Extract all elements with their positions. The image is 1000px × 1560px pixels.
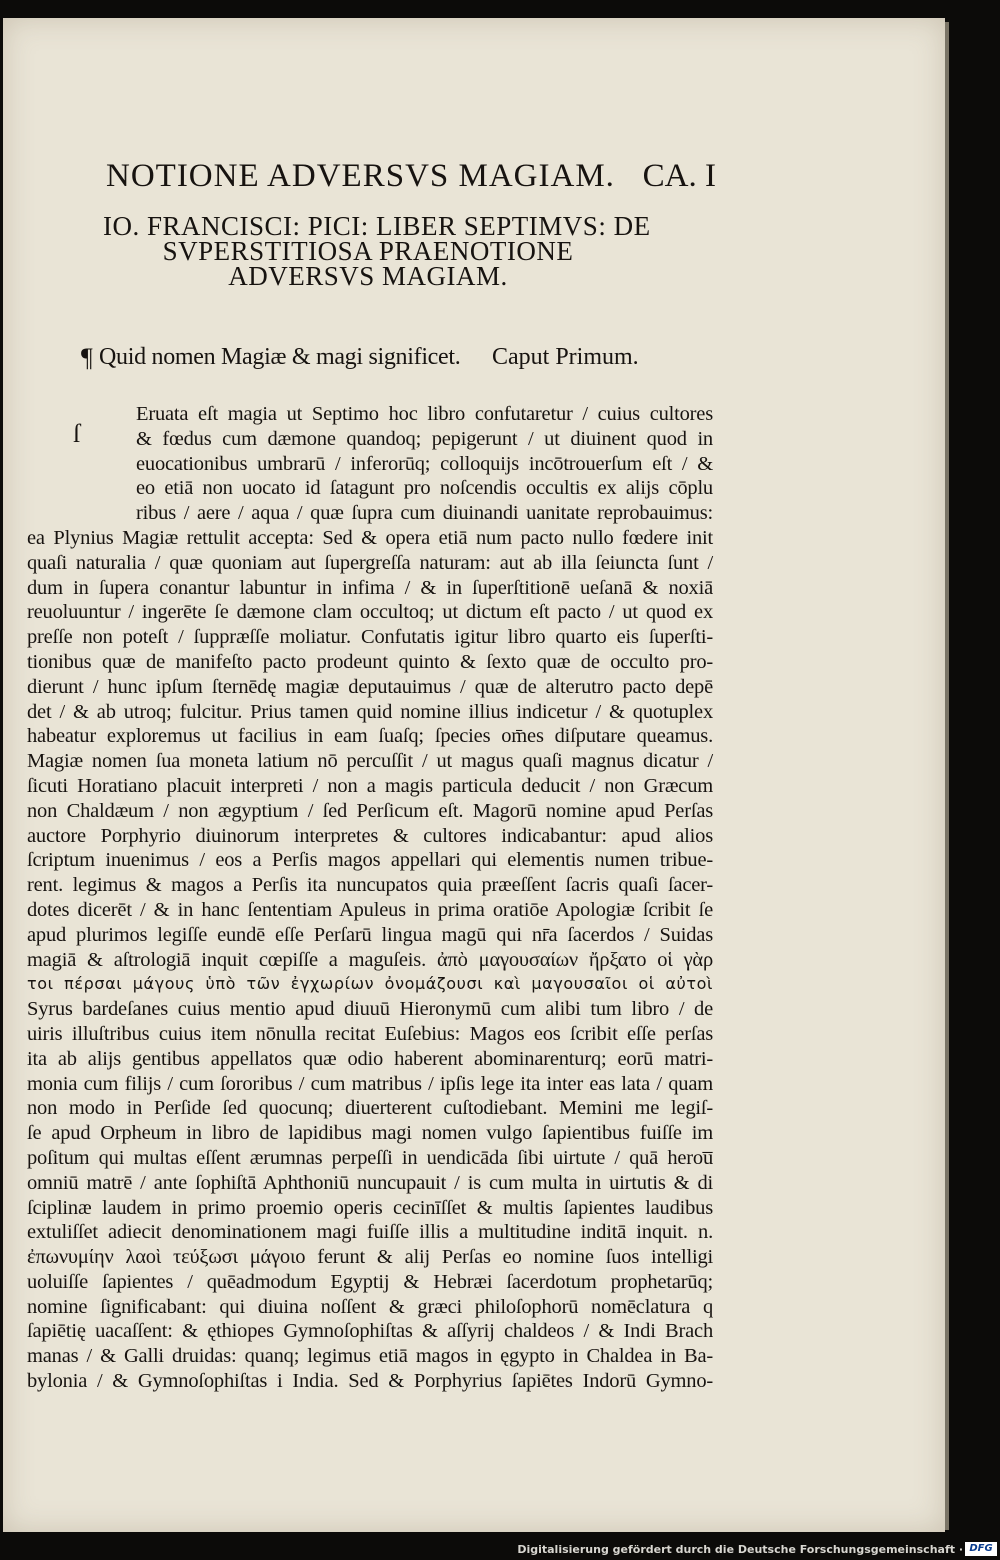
funding-credit: Digitalisierung gefördert durch die Deutsche Forschungsgemeinschaft ·: [517, 1543, 963, 1556]
text-line: dum in ſupera conantur labuntur in infima / & in ſuperſtitionē ueſanā & noxiā: [27, 576, 713, 599]
text-line: ſapiētię uacaſſent: & ęthiopes Gymnoſophiſtas & aſſyrij chaldeos / & Indi Brach: [27, 1320, 713, 1343]
text-line: ſicuti Horatiano placuit interpreti / non a magis particula deducit / non Græcum: [27, 774, 713, 797]
text-line: magiā & aſtrologiā inquit cœpiſſe a maguſeis. ἀπὸ μαγουσαίων ἤρξατο οἱ γὰρ: [27, 948, 713, 971]
text-line: monia cum filijs / cum ſororibus / cum matribus / ipſis lege ita inter eas lata / quam: [27, 1072, 713, 1095]
text-line: tionibus quæ de manifeſto pacto prodeunt quinto & ſexto quæ de occulto pro-: [27, 650, 713, 673]
pilcrow-mark: ¶: [81, 343, 93, 372]
text-line: bylonia / & Gymnoſophiſtas i India. Sed & Porphyrius ſapiētes Indorū Gymno-: [27, 1370, 713, 1393]
text-line: ea Plynius Magiæ rettulit accepta: Sed & opera etiā num pacto nullo fœdere init: [27, 526, 713, 549]
text-line: uoluiſſe ſapientes / quēadmodum Egyptij & Hebræi ſacerdotum prophetarūq;: [27, 1270, 713, 1293]
book-title-line: IO. FRANCISCI: PICI: LIBER SEPTIMVS: DE: [103, 211, 651, 241]
chapter-heading: [81, 343, 721, 377]
chapter-heading-text: Quid nomen Magiæ & magi significet.: [99, 344, 461, 370]
text-line: ſe apud Orpheum in libro de lapidibus magi nomen vulgo ſapientibus fuiſſe im: [27, 1122, 713, 1145]
text-line: apud plurimos legiſſe eundē eſſe Perſarū lingua magū qui nr̄a ſacerdos / Suidas: [27, 923, 713, 946]
text-line: auctore Porphyrio diuinorum interpretes & cultores indicabantur: apud alios: [27, 824, 713, 847]
marginal-initial-guide: ſ: [73, 419, 81, 448]
text-line: Eruata eſt magia ut Septimo hoc libro confutaretur / cuius cultores: [136, 403, 713, 425]
page-edge: [945, 22, 949, 1530]
text-line: reuoluuntur / ingerēte ſe dæmone clam occultoq; ut dictum eſt pacto / ut quod ex: [27, 601, 713, 624]
text-line: euocationibus umbrarū / inferorūq; colloquijs incōtrouerſum eſt / &: [136, 452, 713, 475]
text-line: nomine ſignificabant: qui diuina noſſent & græci philoſophorū nomēclatura q: [27, 1295, 713, 1318]
text-line: uiris illuſtribus cuius item nōnulla recitat Euſebius: Magos eos ſcribit eſſe perſas: [27, 1022, 713, 1045]
text-line: extuliſſet adiecit denominationem magi fuiſſe illis a multitudine inditā inquit. n.: [27, 1221, 713, 1244]
book-title-line: ADVERSVS MAGIAM.: [228, 261, 508, 291]
book-page: [3, 18, 945, 1532]
text-line: manas / & Galli druidas: quanq; legimus etiā magos in ęgypto in Chaldea in Ba-: [27, 1345, 713, 1368]
text-line: & fœdus cum dæmone quandoq; pepigerunt / ut diuinent quod in: [136, 427, 713, 450]
text-line: ſciplinæ laudem in primo proemio operis cecinīſſet & multis ſapientes laudibus: [27, 1196, 713, 1219]
text-line: non modo in Perſide ſed quocunq; diuerterent cuſtodiebant. Memini me legiſ-: [27, 1097, 713, 1120]
text-line: ribus / aere / aqua / quæ ſupra cum diuinandi uanitate reprobauimus:: [136, 502, 713, 525]
text-line: non Chaldæum / non ægyptium / ſed Perſicum eſt. Magorū nomine apud Perſas: [27, 799, 713, 822]
dfg-logo-icon: DFG: [965, 1542, 997, 1556]
text-line: ſcriptum inuenimus / eos a Perſis magos appellari qui elementis numen tribue-: [27, 849, 713, 872]
text-line: eo etiā non uocato id ſatagunt pro noſcendis occultis ex alijs cōplu: [136, 477, 713, 500]
chapter-reference: CA. I: [642, 158, 716, 194]
text-line: det / & ab utroq; fulcitur. Prius tamen quid nomine illius indicetur / & quotuplex: [27, 700, 713, 723]
text-line-greek: τοι πέρσαι μάγους ὑπὸ τῶν ἐγχωρίων ὀνομάζουσι καὶ μαγουσαῖοι οἱ αὐτοὶ: [27, 974, 713, 994]
text-line: Syrus bardeſanes cuius mentio apud diuuū Hieronymū cum alibi tum libro / de: [27, 998, 713, 1021]
text-line: Magiæ nomen ſua moneta latium nō percuſſit / ut magus quaſi magnus dicatur /: [27, 750, 713, 773]
text-line: poſitum qui multas eſſent ærumnas perpeſſi in uendicāda ſibi uirtute / quā herou̅: [27, 1146, 713, 1169]
running-title: NOTIONE ADVERSVS MAGIAM.: [106, 158, 615, 194]
text-line: ἐπωνυμίην λαοὶ τεύξωσι μάγοιο ferunt & alij Perſas eo nomine ſuos intelligi: [27, 1246, 713, 1269]
body-text: [3, 402, 723, 1394]
text-line: quaſi naturalia / quæ quoniam aut ſupergreſſa naturam: aut ab illa ſeiuncta ſunt /: [27, 551, 713, 574]
chapter-caput: Caput Primum.: [492, 344, 639, 370]
text-line: omniū matrē / ante ſophiſtā Aphthoniū nuncupauit / is cum multa in uirtutis & di: [27, 1171, 713, 1194]
book-title-line: SVPERSTITIOSA PRAENOTIONE: [162, 236, 574, 266]
text-line: habeatur exploremus ut facilius in eam ſuaſq; ſpecies om̄es diſputare queamus.: [27, 725, 713, 748]
text-line: rent. legimus & magos a Perſis ita nuncupatos quia præeſſent ſacris quaſi ſacer-: [27, 874, 713, 897]
running-head: [106, 158, 716, 202]
text-line: dierunt / hunc ipſum ſternēdę magiæ deputauimus / quæ de alterutro pacto depē: [27, 675, 713, 698]
book-title: [103, 211, 651, 291]
text-line: ita ab alijs gentibus appellatos quæ odio haberent abominarenturq; eorū matri-: [27, 1047, 713, 1070]
text-line: dotes dicerēt / & in hanc ſententiam Apuleus in prima oratiōe Apologiæ ſcribit ſe: [27, 898, 713, 921]
text-line: preſſe non poteſt / ſuppræſſe moliatur. Confutatis igitur libro quarto eis ſuperſti-: [27, 626, 713, 649]
